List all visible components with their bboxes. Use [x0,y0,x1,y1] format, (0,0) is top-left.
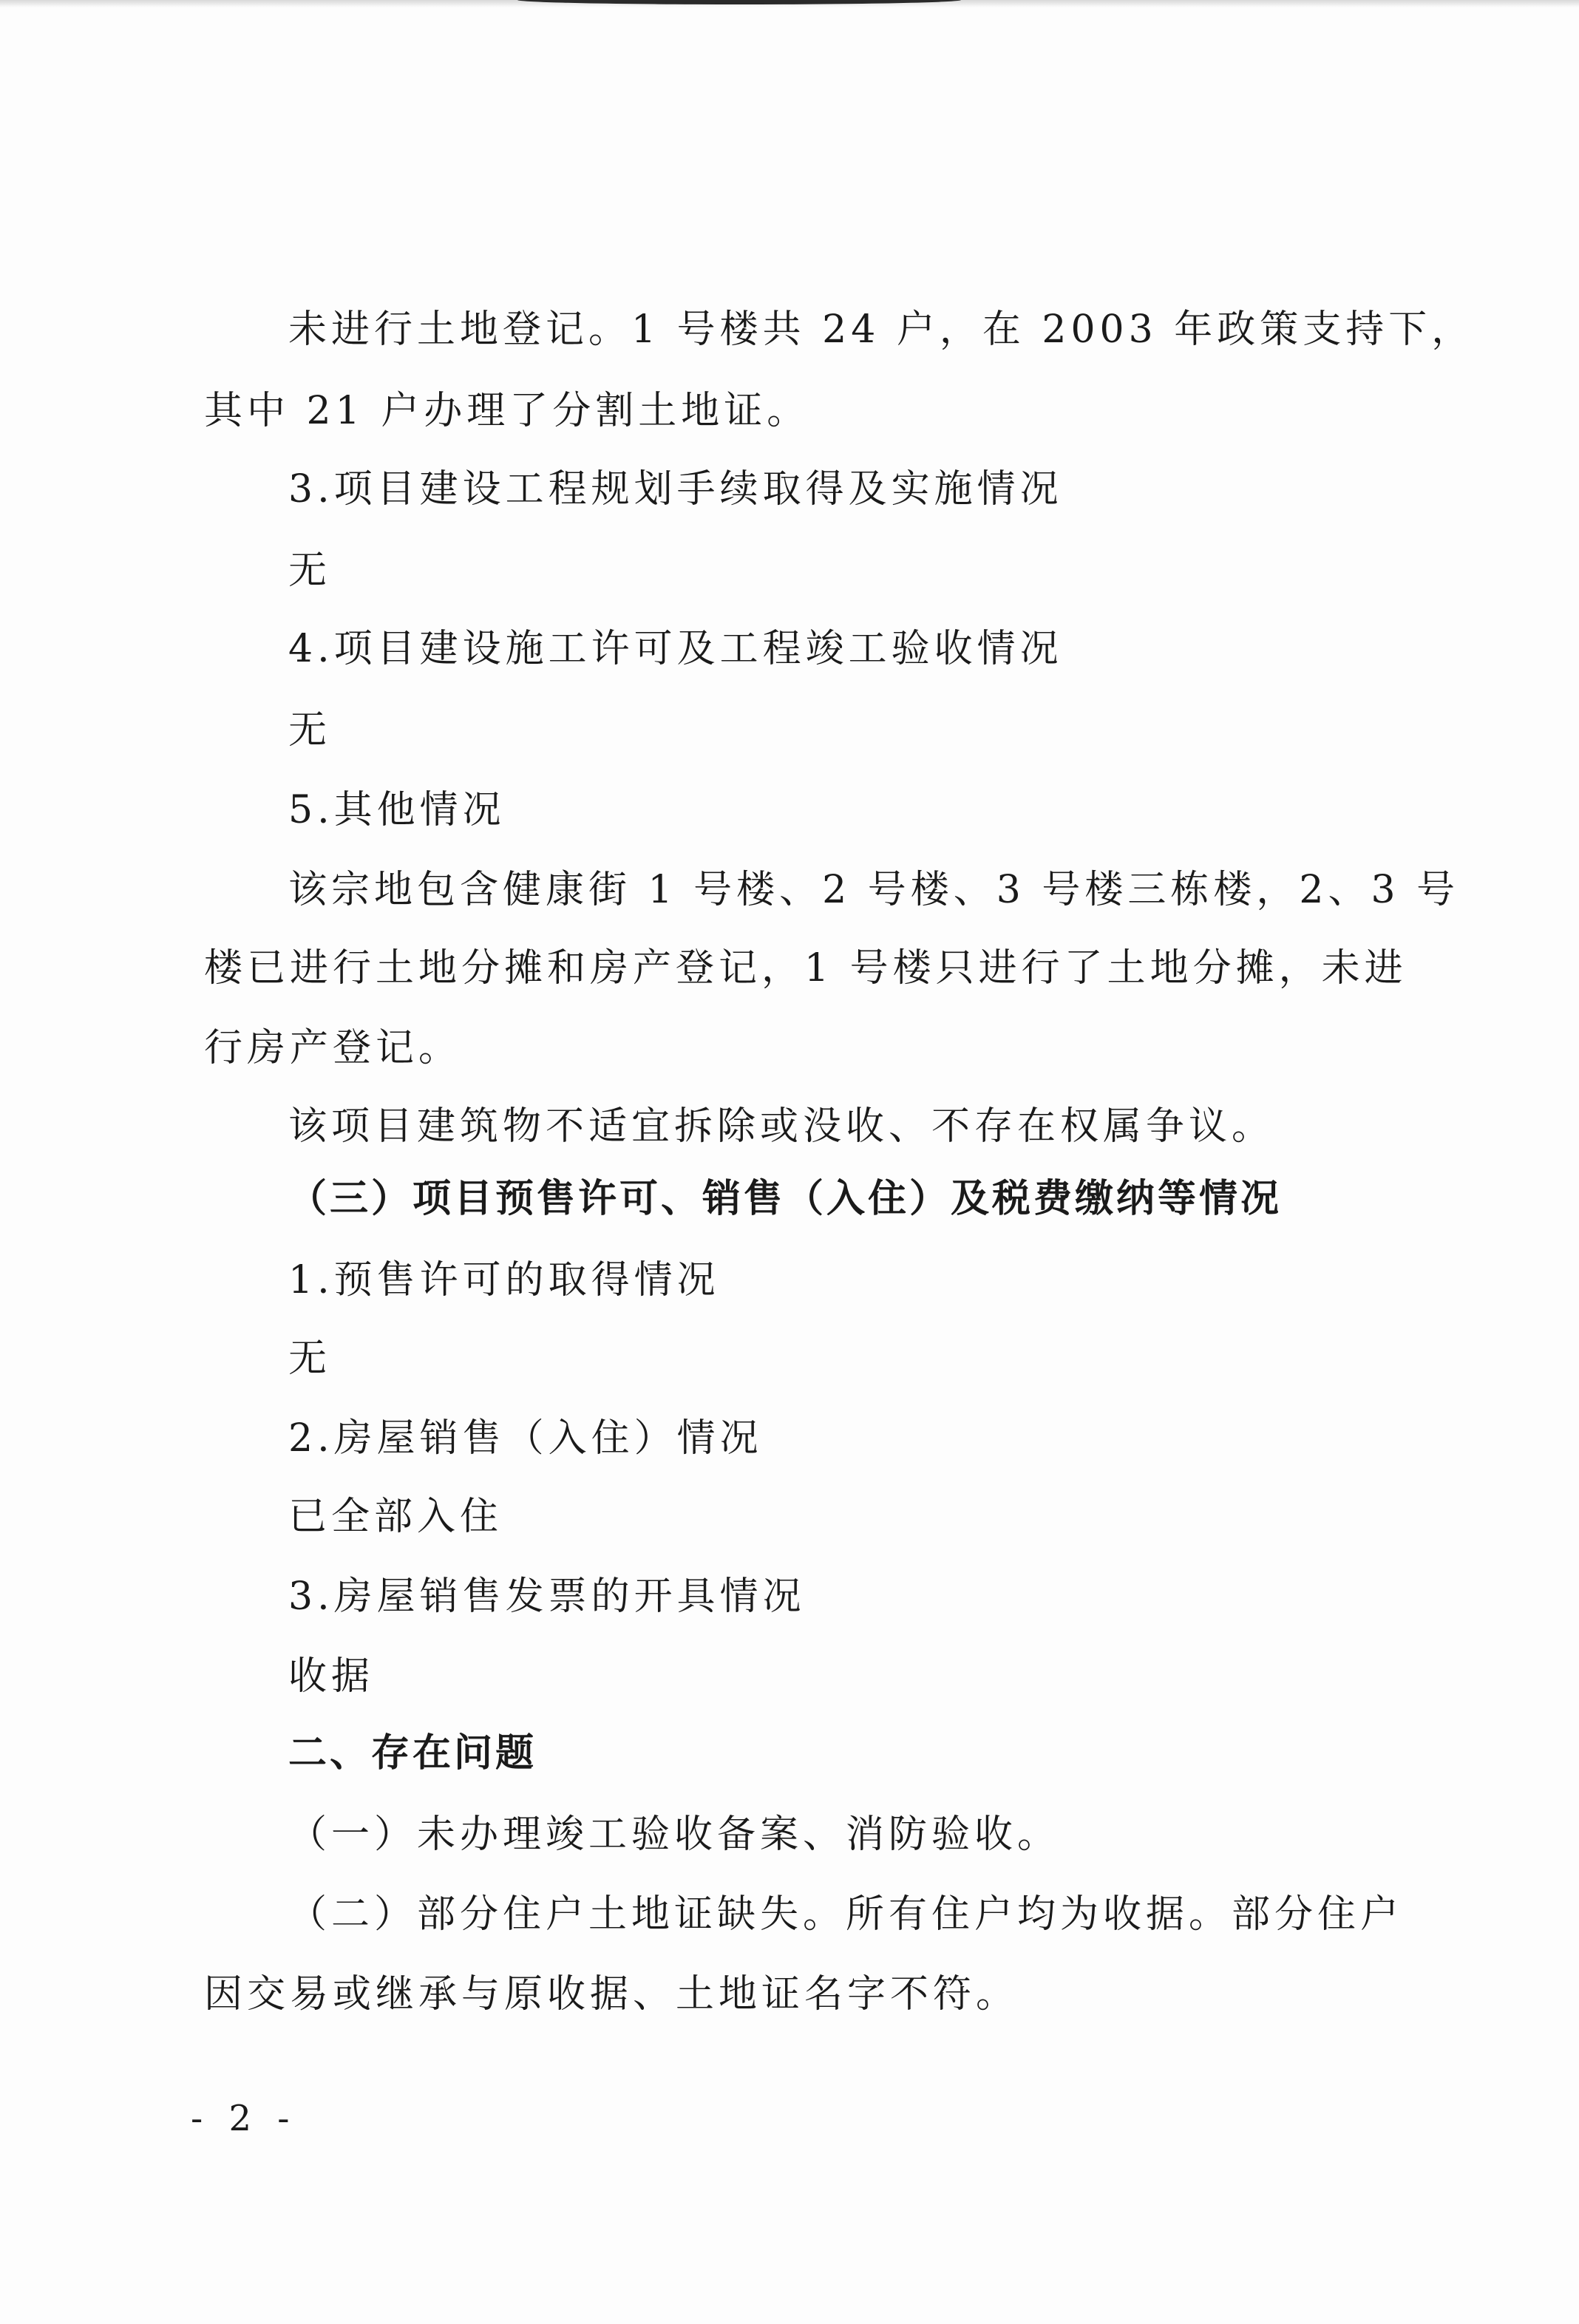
item-content-3: 收据 [288,1654,375,1699]
paragraph-line-4: 楼已进行土地分摊和房产登记，1 号楼只进行了土地分摊，未进 [204,946,1407,991]
item-content-1: 无 [288,1336,332,1381]
problem-item-1: （一）未办理竣工验收备案、消防验收。 [288,1812,1061,1857]
section-heading-4: 4.项目建设施工许可及工程竣工验收情况 [288,627,1063,671]
item-heading-1: 1.预售许可的取得情况 [288,1258,720,1302]
item-content-2: 已全部入住 [288,1495,503,1539]
paragraph-line-1: 未进行土地登记。1 号楼共 24 户，在 2003 年政策支持下， [288,308,1475,352]
section-heading-problems: 二、存在问题 [288,1731,537,1776]
section-content-4: 无 [288,708,332,752]
item-heading-2: 2.房屋销售（入住）情况 [288,1416,763,1461]
paragraph-line-5: 行房产登记。 [204,1026,462,1070]
paragraph-line-3: 该宗地包含健康街 1 号楼、2 号楼、3 号楼三栋楼，2、3 号 [288,868,1460,912]
item-heading-3: 3.房屋销售发票的开具情况 [288,1574,806,1619]
paragraph-line-6: 该项目建筑物不适宜拆除或没收、不存在权属争议。 [288,1104,1275,1149]
section-heading-3: 3.项目建设工程规划手续取得及实施情况 [288,467,1063,512]
subsection-heading-3: （三）项目预售许可、销售（入住）及税费缴纳等情况 [288,1177,1283,1221]
problem-item-2-line-2: 因交易或继承与原收据、土地证名字不符。 [204,1972,1019,2016]
section-heading-5: 5.其他情况 [288,788,506,832]
page-number: - 2 - [191,2098,297,2139]
problem-item-2-line-1: （二）部分住户土地证缺失。所有住户均为收据。部分住户 [288,1892,1404,1937]
section-content-3: 无 [288,548,332,593]
paragraph-line-2: 其中 21 户办理了分割土地证。 [204,389,810,433]
